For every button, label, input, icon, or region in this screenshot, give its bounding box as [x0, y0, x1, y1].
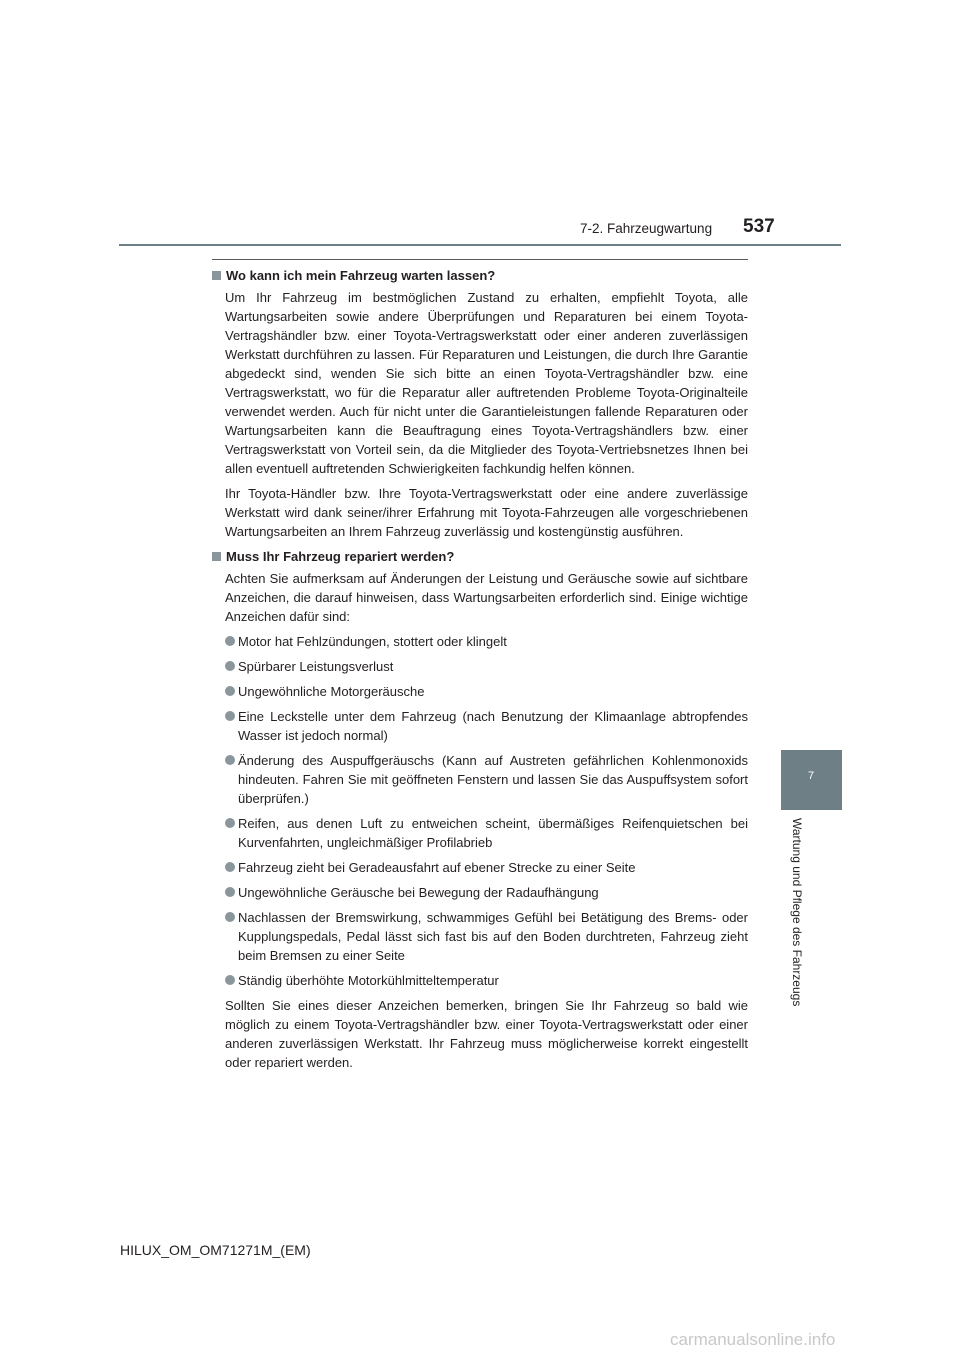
bullet-dot-icon: [225, 887, 235, 897]
list-item: [225, 883, 748, 902]
list-item-text: Fahrzeug zieht bei Geradeausfahrt auf ebener Strecke zu einer Seite: [238, 860, 636, 875]
list-item: [225, 707, 748, 745]
list-item-text: Eine Leckstelle unter dem Fahrzeug (nach Benutzung der Klimaanlage abtropfendes Wasser ist jedoch normal): [238, 709, 748, 743]
list-item: [225, 657, 748, 676]
bullet-dot-icon: [225, 912, 235, 922]
bullet-dot-icon: [225, 636, 235, 646]
section-heading: [212, 266, 748, 285]
section-heading-text: Wo kann ich mein Fahrzeug warten lassen?: [226, 268, 496, 283]
list-item-text: Nachlassen der Bremswirkung, schwammiges Gefühl bei Betätigung des Brems- oder Kupplungspedals, Pedal lässt sich fast bis auf den Boden durchtreten, Fahrzeug zieht beim Bremsen zu einer Seite: [238, 910, 748, 963]
bullet-dot-icon: [225, 862, 235, 872]
list-item: [225, 814, 748, 852]
list-item-text: Ungewöhnliche Motorgeräusche: [238, 684, 425, 699]
list-item-text: Spürbarer Leistungsverlust: [238, 659, 394, 674]
paragraph: Achten Sie aufmerksam auf Änderungen der Leistung und Geräusche sowie auf sichtbare Anzeichen, die darauf hinweisen, dass Wartungsarbeiten erforderlich sind. Einige wichtige Anzeichen dafür sind:: [225, 571, 748, 624]
list-item-text: Reifen, aus denen Luft zu entweichen scheint, übermäßiges Reifenquietschen bei Kurvenfahrten, ungleichmäßiger Profilabrieb: [238, 816, 748, 850]
section-heading: [212, 547, 748, 566]
list-item: [225, 632, 748, 651]
symptom-list: [225, 632, 748, 990]
list-item: [225, 858, 748, 877]
section-heading-text: Muss Ihr Fahrzeug repariert werden?: [226, 549, 455, 564]
list-item: [225, 682, 748, 701]
content-divider: [212, 259, 748, 260]
bullet-dot-icon: [225, 661, 235, 671]
paragraph: Um Ihr Fahrzeug im bestmöglichen Zustand zu erhalten, empfiehlt Toyota, alle Wartungsarbeiten sowie andere Überprüfungen und Reparaturen bei einem Toyota-Vertragshändler bzw. einer Toyota-Vertragswerkstatt oder einer anderen zuverlässigen Werkstatt durchführen zu lassen. Für Reparaturen und Leistungen, die durch Ihre Garantie abgedeckt sind, wenden Sie sich bitte an einen Toyota-Vertragshändler bzw. eine Vertragswerkstatt, wo für die Reparatur aller auftretenden Probleme Toyota-Originalteile verwendet werden. Auch für nicht unter die Garantieleistungen fallende Reparaturen oder Wartungsarbeiten kann die Beauftragung eines Toyota-Vertragshändlers bzw. einer Vertragswerkstatt von Vorteil sein, da die Mitglieder des Toyota-Vertriebsnetzes Ihnen bei allen eventuell auftretenden Schwierigkeiten fachkundig helfen können.: [225, 290, 748, 476]
watermark: carmanualsonline.info: [670, 1330, 836, 1349]
list-item: [225, 751, 748, 808]
document-code: HILUX_OM_OM71271M_(EM): [120, 1242, 311, 1258]
square-bullet-icon: [212, 271, 221, 280]
section-title: 7-2. Fahrzeugwartung: [580, 221, 713, 236]
chapter-title: Wartung und Pflege des Fahrzeugs: [790, 818, 804, 1007]
list-item-text: Ungewöhnliche Geräusche bei Bewegung der Radaufhängung: [238, 885, 599, 900]
bullet-dot-icon: [225, 686, 235, 696]
main-content: [212, 266, 748, 1078]
paragraph: Sollten Sie eines dieser Anzeichen bemerken, bringen Sie Ihr Fahrzeug so bald wie möglich zu einem Toyota-Vertragshändler bzw. einer Toyota-Vertragswerkstatt oder einer anderen zuverlässigen Werkstatt. Ihr Fahrzeug muss möglicherweise korrekt eingestellt oder repariert werden.: [225, 998, 748, 1070]
list-item-text: Ständig überhöhte Motorkühlmitteltemperatur: [238, 973, 499, 988]
list-item: [225, 971, 748, 990]
bullet-dot-icon: [225, 711, 235, 721]
chapter-number: 7: [808, 770, 815, 782]
list-item: [225, 908, 748, 965]
page-number: 537: [743, 216, 775, 237]
paragraph: Ihr Toyota-Händler bzw. Ihre Toyota-Vertragswerkstatt oder eine andere zuverlässige Werkstatt wird dank seiner/ihrer Erfahrung mit Toyota-Fahrzeugen alle vorgeschriebenen Wartungsarbeiten an Ihrem Fahrzeug zuverlässig und kostengünstig ausführen.: [225, 486, 748, 539]
square-bullet-icon: [212, 552, 221, 561]
list-item-text: Änderung des Auspuffgeräuschs (Kann auf Austreten gefährlichen Kohlenmonoxids hindeuten. Fahren Sie mit geöffneten Fenstern und lassen Sie das Auspuffsystem sofort überprüfen.): [238, 753, 748, 806]
bullet-dot-icon: [225, 975, 235, 985]
chapter-side-label: [790, 818, 804, 1022]
bullet-dot-icon: [225, 818, 235, 828]
list-item-text: Motor hat Fehlzündungen, stottert oder klingelt: [238, 634, 507, 649]
header-divider: [119, 244, 841, 246]
bullet-dot-icon: [225, 755, 235, 765]
